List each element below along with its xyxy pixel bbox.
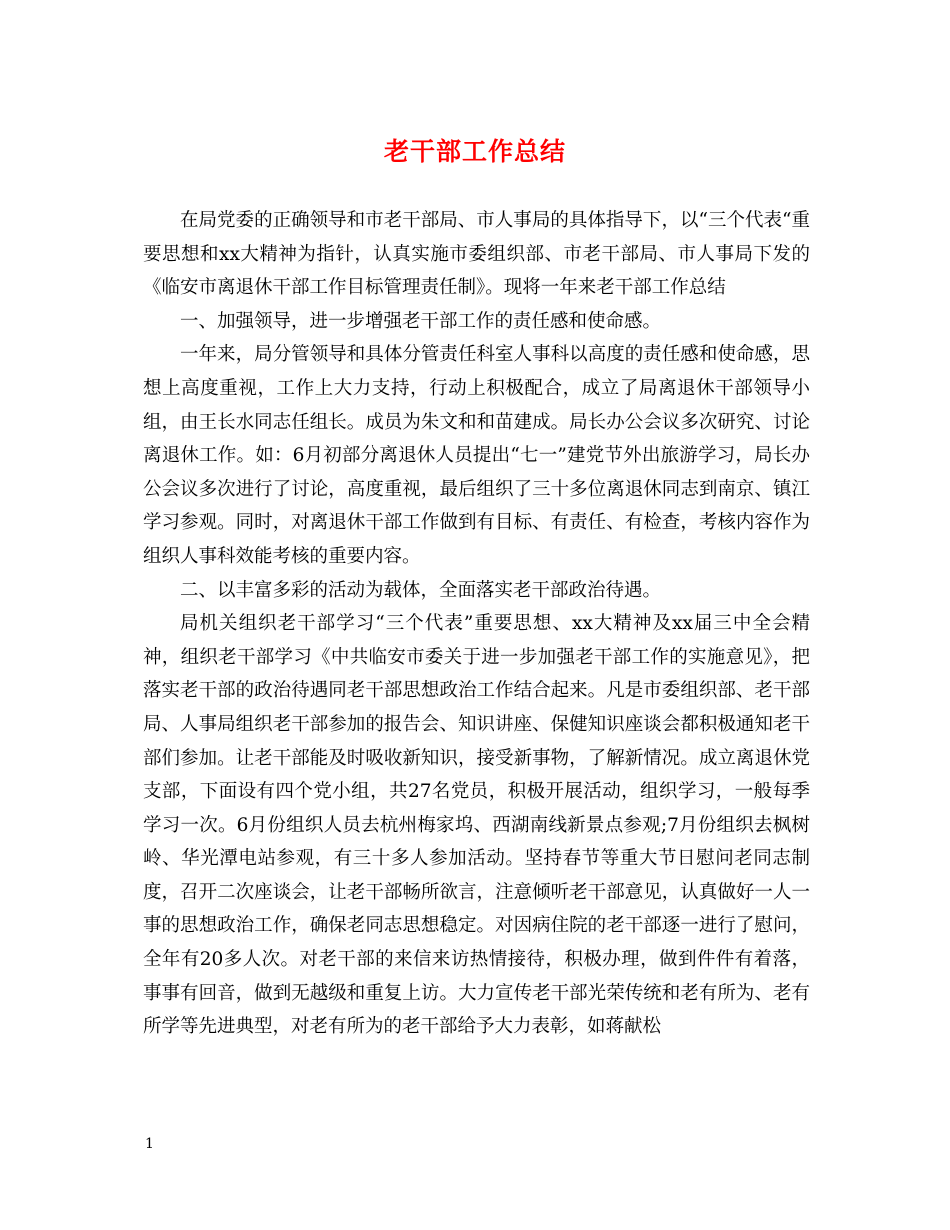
section-heading-1: 一、加强领导，进一步增强老干部工作的责任感和使命感。 [180, 310, 662, 332]
paragraph-section-2: 局机关组织老干部学习“三个代表”重要思想、xx大精神及xx届三中全会精神，组织老干部学习《中共临安市委关于进一步加强老干部工作的实施意见》，把落实老干部的政治待遇同老干部思想政治工作结合起来。凡是市委组织部、老干部局、人事局组织老干部参加的报告会、知识讲座、保健知识座谈会都积极通知老干部们参加。让老干部能及时吸收新知识，接受新事物，了解新情况。成立离退休党支部，下面设有四个党小组，共27名党员，积极开展活动，组织学习，一般每季学习一次。6月份组织人员去杭州梅家坞、西湖南线新景点参观;7月份组织去枫树岭、华光潭电站参观，有三十多人参加活动。坚持春节等重大节日慰问老同志制度，召开二次座谈会，让老干部畅所欲言，注意倾听老干部意见，认真做好一人一事的思想政治工作，确保老同志思想稳定。对因病住院的老干部逐一进行了慰问，全年有20多人次。对老干部的来信来访热情接待，积极办理，做到件件有着落，事事有回音，做到无越级和重复上访。大力宣传老干部光荣传统和老有所为、老有所学等先进典型，对老有所为的老干部给予大力表彰，如蒋献松 [143, 613, 810, 1038]
section-heading-2: 二、以丰富多彩的活动为载体，全面落实老干部政治待遇。 [180, 579, 662, 601]
paragraph-section-1: 一年来，局分管领导和具体分管责任科室人事科以高度的责任感和使命感，思想上高度重视，工作上大力支持，行动上积极配合，成立了局离退休干部领导小组，由王长水同志任组长。成员为朱文和和苗建成。局长办公会议多次研究、讨论离退休工作。如：6月初部分离退休人员提出“七一”建党节外出旅游学习，局长办公会议多次进行了讨论，高度重视，最后组织了三十多位离退休同志到南京、镇江学习参观。同时，对离退休干部工作做到有目标、有责任、有检查，考核内容作为组织人事科效能考核的重要内容。 [143, 344, 810, 567]
document-title: 老干部工作总结 [383, 137, 566, 166]
document-body [143, 204, 810, 1044]
paragraph-intro: 在局党委的正确领导和市老干部局、市人事局的具体指导下，以“三个代表“重要思想和xx大精神为指针，认真实施市委组织部、市老干部局、市人事局下发的《临安市离退休干部工作目标管理责任制》。现将一年来老干部工作总结 [143, 210, 810, 299]
page-number: 1 [145, 1136, 154, 1152]
